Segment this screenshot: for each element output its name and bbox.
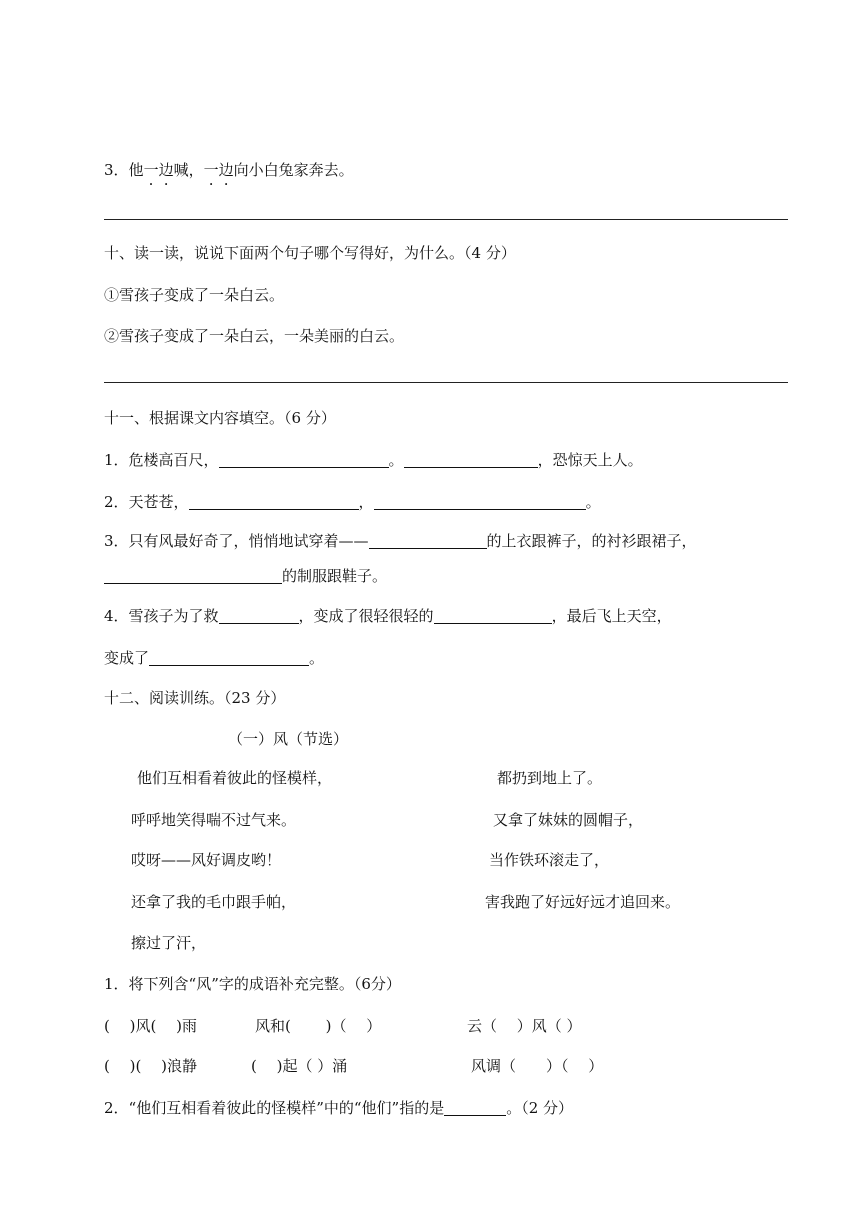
blank-field[interactable] [189, 493, 359, 510]
text-segment: ，恐惊天上人。 [537, 451, 643, 469]
text-segment: 1．危楼高百尺， [104, 451, 219, 469]
fill-item-4-cont [104, 648, 324, 668]
poem-line: 都扔到地上了。 [497, 769, 603, 787]
text-segment: 。 [388, 451, 404, 469]
section-heading: 十、读一读，说说下面两个句子哪个写得好，为什么。（4 分） [104, 244, 516, 262]
idiom-blank[interactable]: 风调（ ）（ ） [471, 1057, 604, 1075]
dotted-char: 边 [158, 161, 174, 179]
item-number: 3． [104, 161, 129, 179]
blank-field[interactable] [219, 607, 299, 624]
text-segment: 他 [128, 161, 144, 179]
text-segment: 4．雪孩子为了救 [104, 607, 219, 625]
poem-line: 害我跑了好远好远才追回来。 [485, 893, 681, 911]
text-segment: 。（2 分） [506, 1099, 574, 1117]
blank-field[interactable] [219, 451, 389, 468]
idiom-blank[interactable]: 云（ ）风（ ） [467, 1017, 582, 1035]
text-segment: 向小白兔家奔去。 [233, 161, 354, 179]
dotted-char: 一 [143, 161, 159, 179]
poem-line: 擦过了汗， [131, 934, 207, 952]
poem-line: 呼呼地笑得喘不过气来。 [131, 811, 297, 829]
dotted-char: 一 [203, 161, 219, 179]
poem-line: 还拿了我的毛巾跟手帕， [131, 893, 297, 911]
text-segment: 的上衣跟裤子，的衬衫跟裙子， [486, 532, 697, 550]
text-segment: 。 [585, 493, 601, 511]
idiom-blank[interactable]: ( )( )浪静 [104, 1057, 197, 1075]
text-segment: 3．只有风最好奇了，悄悄地试穿着—— [104, 532, 369, 550]
poem-line: 他们互相看着彼此的怪模样， [137, 769, 333, 787]
text-segment: 2．“他们互相看着彼此的怪模样”中的“他们”指的是 [104, 1099, 445, 1117]
question-2 [104, 1098, 573, 1118]
text-segment: ，最后飞上天空， [551, 607, 672, 625]
sentence-option-2: ②雪孩子变成了一朵白云，一朵美丽的白云。 [104, 327, 405, 345]
idiom-blank[interactable]: ( )起（ ）涌 [251, 1057, 348, 1075]
idiom-blank[interactable]: ( )风( )雨 [104, 1017, 197, 1035]
poem-line: 哎呀——风好调皮哟！ [131, 851, 282, 869]
text-segment: 变成了 [104, 649, 150, 667]
fill-item-1 [104, 450, 643, 470]
text-segment: 的制服跟鞋子。 [282, 567, 388, 585]
answer-line[interactable] [104, 219, 788, 220]
poem-line: 又拿了妹妹的圆帽子， [493, 811, 644, 829]
poem-line: 当作铁环滚走了， [489, 851, 610, 869]
blank-field[interactable] [434, 607, 552, 624]
answer-line[interactable] [104, 382, 788, 383]
poem-title: （一）风（节选） [228, 730, 349, 748]
blank-field[interactable] [444, 1099, 506, 1116]
section-heading: 十二、阅读训练。（23 分） [104, 689, 286, 707]
text-segment: ，变成了很轻很轻的 [298, 607, 434, 625]
blank-field[interactable] [104, 567, 282, 584]
blank-field[interactable] [369, 532, 487, 549]
text-segment: ， [358, 493, 374, 511]
blank-field[interactable] [149, 649, 309, 666]
fill-item-3-cont [104, 566, 387, 586]
dotted-char: 边 [218, 161, 234, 179]
blank-field[interactable] [374, 493, 586, 510]
sentence-option-1: ①雪孩子变成了一朵白云。 [104, 286, 285, 304]
text-segment: 喊， [173, 161, 204, 179]
text-segment: 。 [309, 649, 325, 667]
blank-field[interactable] [404, 451, 538, 468]
text-segment: 2．天苍苍， [104, 493, 189, 511]
idiom-blank[interactable]: 风和( )（ ） [255, 1017, 382, 1035]
section-heading: 十一、根据课文内容填空。（6 分） [104, 409, 336, 427]
fill-item-3 [104, 531, 697, 551]
sentence-q3 [104, 160, 354, 180]
fill-item-2 [104, 492, 601, 512]
question-1: 1．将下列含“风”字的成语补充完整。（6分） [104, 975, 401, 993]
fill-item-4 [104, 606, 672, 626]
